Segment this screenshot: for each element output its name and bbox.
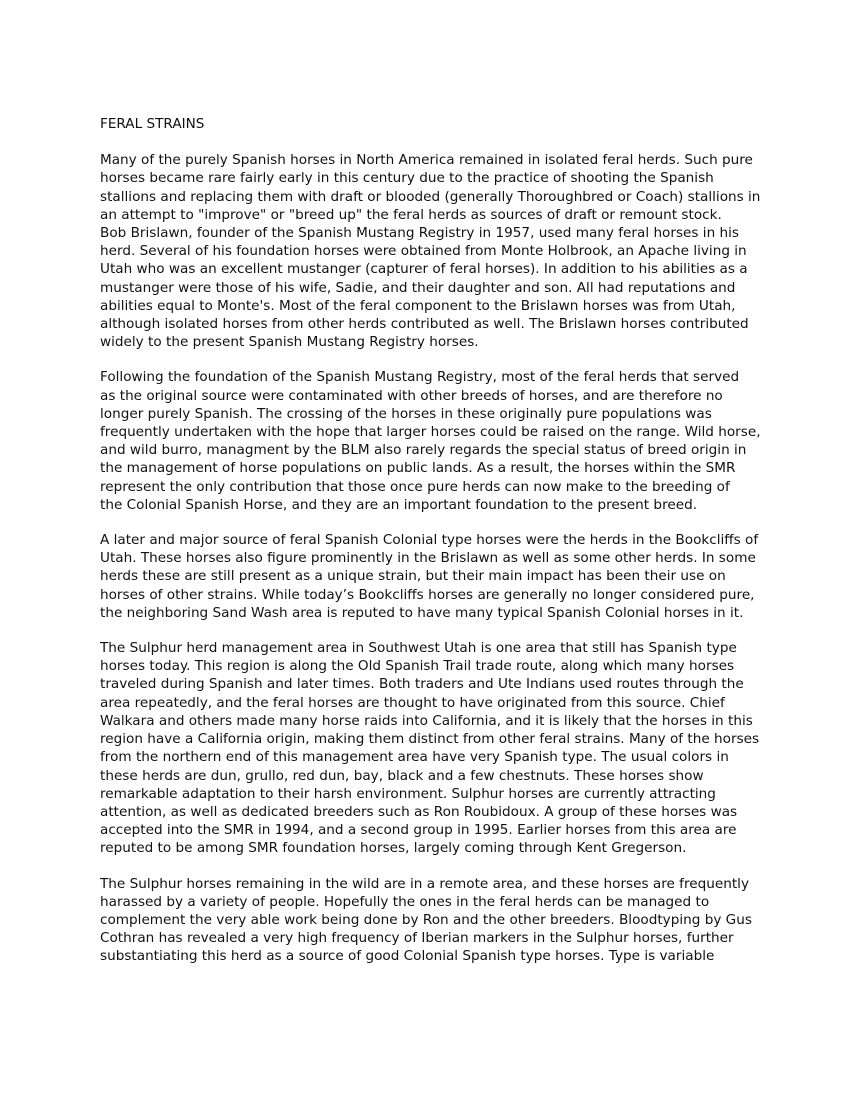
text-line: frequently undertaken with the hope that larger horses could be raised on the range. Wild horse, <box>100 424 761 441</box>
text-line: these herds are dun, grullo, red dun, bay, black and a few chestnuts. These horses show <box>100 767 704 784</box>
text-line: Walkara and others made many horse raids into California, and it is likely that the horses in this <box>100 712 753 729</box>
text-line: remarkable adaptation to their harsh environment. Sulphur horses are currently attracting <box>100 785 716 802</box>
paragraph <box>100 151 761 351</box>
paragraph-container <box>100 151 761 965</box>
section-heading: FERAL STRAINS <box>100 116 205 132</box>
text-line: widely to the present Spanish Mustang Registry horses. <box>100 334 479 351</box>
text-line: the Colonial Spanish Horse, and they are an important foundation to the present breed. <box>100 496 698 513</box>
text-line: and wild burro, managment by the BLM also rarely regards the special status of breed origin in <box>100 442 747 459</box>
text-line: The Sulphur herd management area in Southwest Utah is one area that still has Spanish type <box>100 640 737 657</box>
paragraph <box>100 639 760 857</box>
text-line: area repeatedly, and the feral horses are thought to have originated from this source. Chief <box>100 694 725 711</box>
text-line: attention, as well as dedicated breeders such as Ron Roubidoux. A group of these horses was <box>100 803 738 820</box>
text-line: reputed to be among SMR foundation horses, largely coming through Kent Gregerson. <box>100 840 687 857</box>
text-line: longer purely Spanish. The crossing of the horses in these originally pure populations was <box>100 405 712 422</box>
text-line: represent the only contribution that those once pure herds can now make to the breeding of <box>100 478 730 495</box>
text-line: traveled during Spanish and later times. Both traders and Ute Indians used routes through the <box>100 676 744 693</box>
text-line: herds these are still present as a unique strain, but their main impact has been their use on <box>100 568 726 585</box>
text-line: the management of horse populations on public lands. As a result, the horses within the SMR <box>100 460 736 477</box>
text-line: complement the very able work being done by Ron and the other breeders. Bloodtyping by Gus <box>100 911 752 928</box>
text-line: abilities equal to Monte's. Most of the feral component to the Brislawn horses was from Utah, <box>100 297 736 314</box>
text-line: as the original source were contaminated with other breeds of horses, and are therefore no <box>100 387 723 404</box>
paragraph <box>100 368 761 514</box>
text-line: substantiating this herd as a source of good Colonial Spanish type horses. Type is variable <box>100 948 715 965</box>
text-line: horses today. This region is along the Old Spanish Trail trade route, along which many horses <box>100 658 735 675</box>
text-line: Utah. These horses also figure prominently in the Brislawn as well as some other herds. In some <box>100 550 756 567</box>
text-line: Utah who was an excellent mustanger (capturer of feral horses). In addition to his abilities as a <box>100 261 748 278</box>
text-line: region have a California origin, making them distinct from other feral strains. Many of the horses <box>100 731 760 748</box>
document-body <box>100 115 761 983</box>
text-line: from the northern end of this management area have very Spanish type. The usual colors in <box>100 749 729 766</box>
paragraph <box>100 531 759 622</box>
text-line: stallions and replacing them with draft or blooded (generally Thoroughbred or Coach) stallions in <box>100 188 761 205</box>
text-line: Cothran has revealed a very high frequency of Iberian markers in the Sulphur horses, further <box>100 930 734 947</box>
paragraph <box>100 875 752 966</box>
text-line: mustanger were those of his wife, Sadie, and their daughter and son. All had reputations and <box>100 279 736 296</box>
text-line: an attempt to "improve" or "breed up" the feral herds as sources of draft or remount stock. <box>100 206 722 223</box>
text-line: accepted into the SMR in 1994, and a second group in 1995. Earlier horses from this area are <box>100 822 737 839</box>
text-line: Many of the purely Spanish horses in North America remained in isolated feral herds. Such pure <box>100 152 753 169</box>
text-line: Bob Brislawn, founder of the Spanish Mustang Registry in 1957, used many feral horses in his <box>100 225 739 242</box>
text-line: although isolated horses from other herds contributed as well. The Brislawn horses contributed <box>100 316 749 333</box>
text-line: the neighboring Sand Wash area is reputed to have many typical Spanish Colonial horses in it. <box>100 604 744 621</box>
text-line: herd. Several of his foundation horses were obtained from Monte Holbrook, an Apache living in <box>100 243 747 260</box>
text-line: The Sulphur horses remaining in the wild are in a remote area, and these horses are frequently <box>100 875 750 892</box>
text-line: horses became rare fairly early in this century due to the practice of shooting the Spanish <box>100 170 714 187</box>
text-line: Following the foundation of the Spanish Mustang Registry, most of the feral herds that served <box>100 369 740 386</box>
text-line: A later and major source of feral Spanish Colonial type horses were the herds in the Bookcliffs of <box>100 532 759 549</box>
text-line: horses of other strains. While today’s Bookcliffs horses are generally no longer considered pure, <box>100 586 755 603</box>
text-line: harassed by a variety of people. Hopefully the ones in the feral herds can be managed to <box>100 893 710 910</box>
